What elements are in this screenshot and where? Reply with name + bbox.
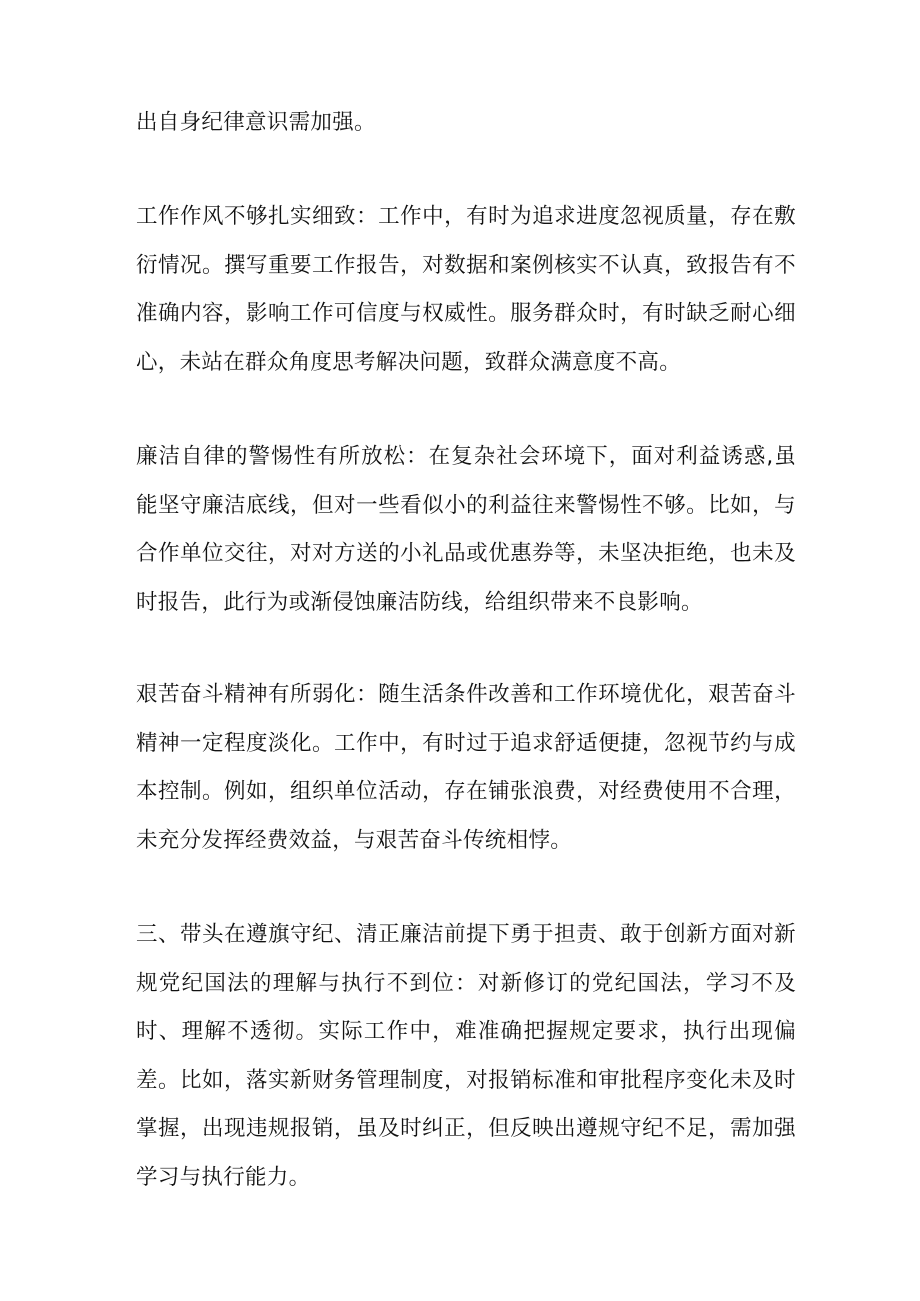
paragraph-work-style: 工作作风不够扎实细致：工作中，有时为追求进度忽视质量，存在敷衍情况。撰写重要工作报告，对数据和案例核实不认真，致报告有不准确内容，影响工作可信度与权威性。服务群众时，有时缺乏耐心细心，未站在群众角度思考解决问题，致群众满意度不高。 (136, 204, 796, 375)
paragraph-discipline-awareness: 出自身纪律意识需加强。 (136, 110, 376, 135)
paragraph-section-three: 三、带头在遵旗守纪、清正廉洁前提下勇于担责、敢于创新方面对新规党纪国法的理解与执行不到位：对新修订的党纪国法，学习不及时、理解不透彻。实际工作中，难准确把握规定要求，执行出现偏差。比如，落实新财务管理制度，对报销标准和审批程序变化未及时掌握，出现违规报销，虽及时纠正，但反映出遵规守纪不足，需加强学习与执行能力。 (136, 922, 796, 1190)
paragraph-hard-work-spirit: 艰苦奋斗精神有所弱化：随生活条件改善和工作环境优化，艰苦奋斗精神一定程度淡化。工作中，有时过于追求舒适便捷，忽视节约与成本控制。例如，组织单位活动，存在铺张浪费，对经费使用不合理，未充分发挥经费效益，与艰苦奋斗传统相悖。 (136, 682, 796, 853)
paragraph-integrity-vigilance: 廉洁自律的警惕性有所放松：在复杂社会环境下，面对利益诱惑,虽能坚守廉洁底线，但对一些看似小的利益往来警惕性不够。比如，与合作单位交往，对对方送的小礼品或优惠券等，未坚决拒绝，也未及时报告，此行为或渐侵蚀廉洁防线，给组织带来不良影响。 (136, 444, 796, 615)
